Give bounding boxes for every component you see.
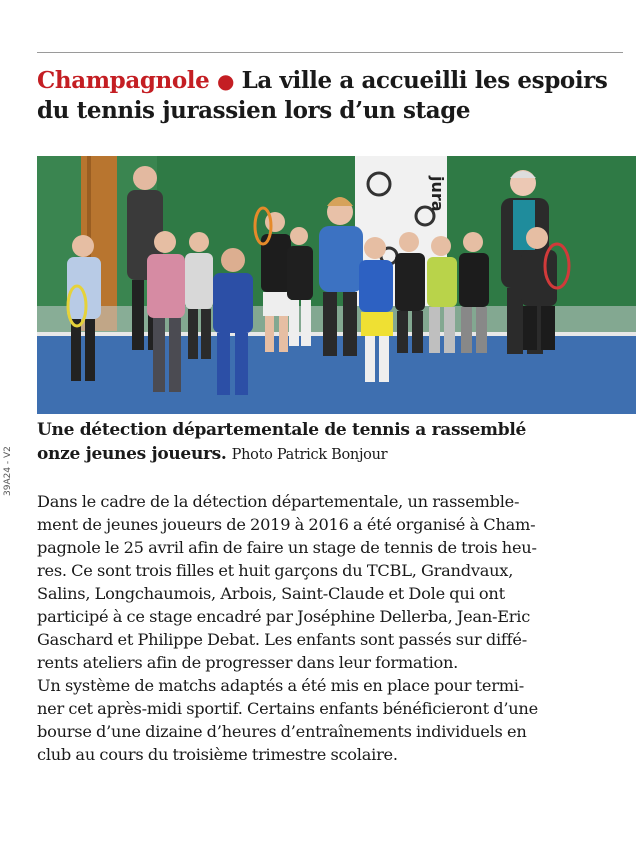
kicker-bullet: ● (216, 69, 235, 93)
headline-line-2: du tennis jurassien lors d’un stage (37, 97, 471, 124)
photo-credit: Photo Patrick Bonjour (231, 447, 388, 463)
body-line: rents ateliers afin de progresser dans leur formation. (37, 653, 459, 672)
body-line: res. Ce sont trois filles et huit garçons du TCBL, Grandvaux, (37, 561, 514, 580)
article-headline (37, 66, 627, 126)
caption-bold-line-1: Une détection départementale de tennis a rassemblé (37, 420, 526, 440)
article-body (37, 490, 627, 766)
photo-caption (37, 418, 627, 467)
body-line: Un système de matchs adaptés a été mis en place pour termi- (37, 676, 524, 695)
body-line: participé à ce stage encadré par Joséphine Dellerba, Jean-Eric (37, 607, 531, 626)
body-line: Gaschard et Philippe Debat. Les enfants sont passés sur diffé- (37, 630, 527, 649)
body-line: club au cours du troisième trimestre scolaire. (37, 745, 398, 764)
banner-text: jura (428, 176, 447, 212)
body-line: bourse d’une dizaine d’heures d’entraînements individuels en (37, 722, 527, 741)
body-line: Salins, Longchaumois, Arbois, Saint-Claude et Dole qui ont (37, 584, 505, 603)
headline-kicker: Champagnole (37, 67, 210, 94)
article-photo (37, 156, 636, 414)
caption-bold-line-2: onze jeunes joueurs. (37, 444, 227, 464)
body-line: ner cet après-midi sportif. Certains enfants bénéficieront d’une (37, 699, 538, 718)
tennis-group-photo (37, 156, 636, 414)
headline-line-1: La ville a accueilli les espoirs (241, 67, 608, 94)
page-code: 39A24 - V2 (3, 446, 13, 496)
body-line: Dans le cadre de la détection départementale, un rassemble- (37, 492, 520, 511)
body-line: ment de jeunes joueurs de 2019 à 2016 a été organisé à Cham- (37, 515, 536, 534)
top-rule (37, 52, 623, 53)
body-line: pagnole le 25 avril afin de faire un stage de tennis de trois heu- (37, 538, 537, 557)
